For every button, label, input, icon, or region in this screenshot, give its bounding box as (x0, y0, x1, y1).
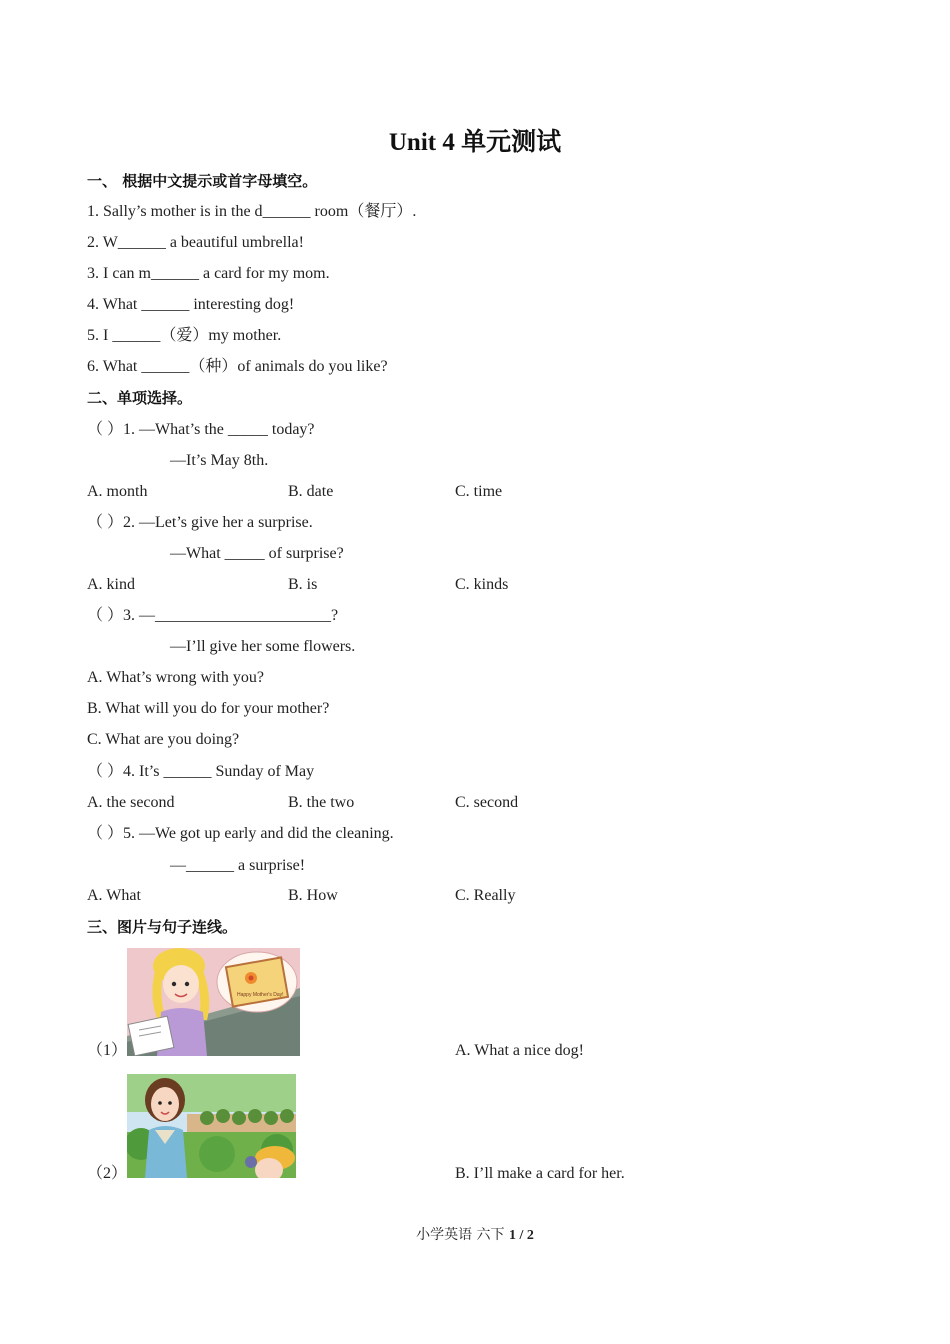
footer-text: 小学英语 六下 (416, 1227, 509, 1243)
question-3-option-b: B. What will you do for your mother? (87, 700, 330, 717)
question-2-stem: （ ）2. —Let’s give her a surprise. (87, 514, 313, 531)
question-3-option-c: C. What are you doing? (87, 731, 240, 748)
question-1-option-b: B. date (288, 483, 334, 500)
question-3-option-a: A. What’s wrong with you? (87, 669, 265, 686)
question-1-stem: （ ）1. —What’s the _____ today? (87, 421, 315, 438)
picture-girl-with-card (127, 948, 300, 1056)
fill-in-item-3: 3. I can m______ a card for my mom. (87, 265, 330, 282)
question-5-option-c: C. Really (455, 887, 516, 904)
section-3-heading: 三、图片与句子连线。 (87, 918, 238, 936)
question-3-reply: —I’ll give her some flowers. (170, 638, 356, 655)
question-4-option-c: C. second (455, 794, 519, 811)
question-5-option-a: A. What (87, 887, 141, 904)
question-5-reply: —______ a surprise! (170, 857, 306, 874)
picture-2-label: （2） (87, 1165, 128, 1182)
card-greeting: Happy Mother's Day! (237, 992, 284, 998)
picture-1-label: （1） (87, 1042, 128, 1059)
fill-in-item-2: 2. W______ a beautiful umbrella! (87, 234, 304, 251)
picture-woman-and-boy (127, 1074, 296, 1178)
question-1-reply: —It’s May 8th. (170, 452, 269, 469)
page-title: Unit 4 单元测试 (388, 129, 562, 156)
section-2-heading: 二、单项选择。 (87, 389, 193, 407)
page-footer (0, 1224, 950, 1244)
question-3-stem: （ ）3. —______________________? (87, 607, 339, 624)
question-1-option-c: C. time (455, 483, 503, 500)
question-2-option-a: A. kind (87, 576, 135, 593)
question-4-option-a: A. the second (87, 794, 175, 811)
section-1-heading: 一、 根据中文提示或首字母填空。 (87, 172, 318, 190)
question-2-option-b: B. is (288, 576, 318, 593)
question-2-reply: —What _____ of surprise? (170, 545, 344, 562)
fill-in-item-1: 1. Sally’s mother is in the d______ room（餐厅）. (87, 203, 417, 220)
question-4-option-b: B. the two (288, 794, 355, 811)
sentence-b: B. I’ll make a card for her. (455, 1165, 625, 1182)
question-5-option-b: B. How (288, 887, 338, 904)
page-number: 1 / 2 (509, 1228, 534, 1243)
fill-in-item-5: 5. I ______（爱）my mother. (87, 327, 282, 344)
fill-in-item-6: 6. What ______（种）of animals do you like? (87, 358, 388, 375)
question-5-stem: （ ）5. —We got up early and did the cleaning. (87, 825, 394, 842)
question-1-option-a: A. month (87, 483, 148, 500)
sentence-a: A. What a nice dog! (455, 1042, 584, 1059)
fill-in-item-4: 4. What ______ interesting dog! (87, 296, 295, 313)
question-4-stem: （ ）4. It’s ______ Sunday of May (87, 763, 315, 780)
question-2-option-c: C. kinds (455, 576, 509, 593)
